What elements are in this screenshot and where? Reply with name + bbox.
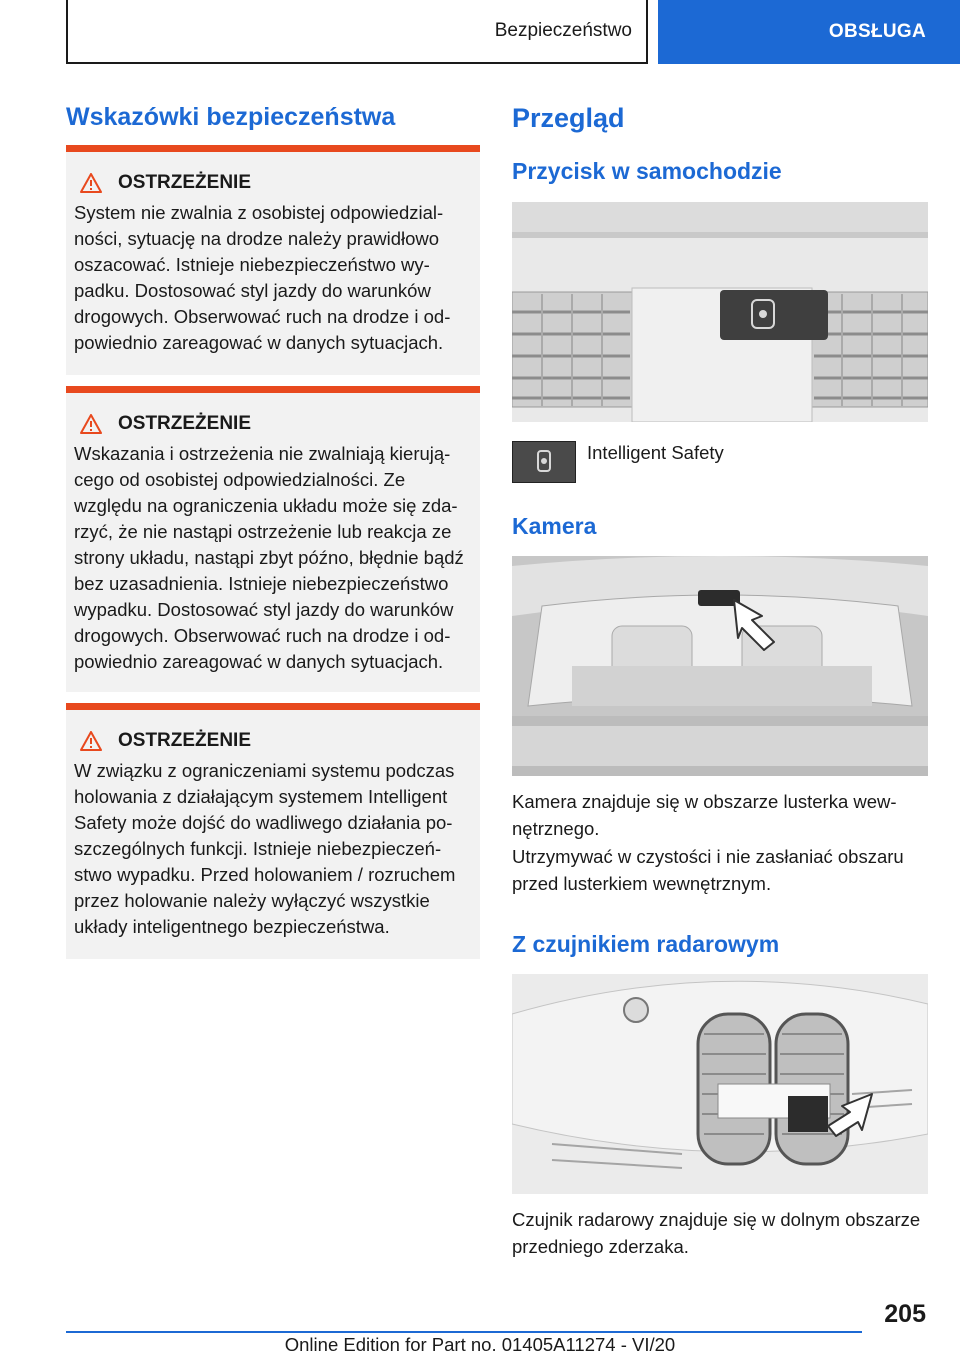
header-section-tab	[66, 0, 648, 64]
subsection-title-radar: Z czujnikiem radarowym	[512, 931, 780, 957]
button-label: Intelligent Safety	[587, 442, 724, 463]
warning-box	[66, 386, 480, 692]
camera-text-2: Utrzymywać w czystości i nie zasłaniać obszaru przed lusterkiem wewnętrznym.	[512, 846, 904, 894]
intelligent-safety-button-icon	[512, 441, 576, 483]
warning-title-text: OSTRZEŻENIE	[118, 730, 252, 751]
section-title-safety: Wskazówki bezpieczeństwa	[66, 103, 396, 131]
warning-text: W związku z ograniczeniami systemu podczas holowania z działającym systemem Intelligent Safety może dojść do wadliwego działania po- szczególnych funkcji. Istnieje niebezpieczeń- stwo wypadku. Przed holowaniem / rozruchem przez holowanie należy wyłączyć wszystkie układy inteligentnego bezpieczeństwa.	[74, 760, 456, 937]
section-title-overview: Przegląd	[512, 103, 625, 133]
warning-triangle-icon	[80, 731, 102, 751]
subsection-title-camera: Kamera	[512, 513, 597, 539]
radar-text: Czujnik radarowy znajduje się w dolnym obszarze przedniego zderzaka.	[512, 1209, 921, 1257]
warning-title	[74, 172, 470, 194]
warning-text: System nie zwalnia z osobistej odpowiedzial- ności, sytuację na drodze należy prawidłowo oszacować. Istnieje niebezpieczeństwo wy- padku. Dostosować styl jazdy do warunków drogowych. Obserwować ruch na drodze i od- powiednio zareagować w danych sytuacjach.	[74, 202, 451, 353]
radar-figure	[512, 974, 928, 1194]
warning-title-text: OSTRZEŻENIE	[118, 413, 252, 434]
warning-triangle-icon	[80, 414, 102, 434]
warning-box	[66, 703, 480, 959]
header-chapter-badge	[658, 0, 960, 64]
header-section-label: Bezpieczeństwo	[494, 20, 632, 41]
header-chapter-label: OBSŁUGA	[828, 21, 926, 42]
footer-divider	[66, 1331, 862, 1333]
warning-text: Wskazania i ostrzeżenia nie zwalniają kierują- cego od osobistej odpowiedzialności. Ze względu na ograniczenia układu może się zda- rzyć, że nie nastąpi ostrzeżenie lub reakcja ze strony układu, nastąpi zbyt późno, błędnie bądź bez uzasadnienia. Istnieje niebezpieczeństwo wypadku. Dostosować styl jazdy do warunków drogowych. Obserwować ruch na drodze i od- powiednio zareagować w danych sytuacjach.	[74, 443, 464, 672]
warning-title	[74, 413, 470, 435]
warning-title	[74, 730, 470, 752]
page-number: 205	[884, 1300, 926, 1328]
dashboard-button-figure	[512, 202, 928, 422]
warning-triangle-icon	[80, 173, 102, 193]
warning-box	[66, 145, 480, 375]
subsection-title-button: Przycisk w samochodzie	[512, 158, 782, 184]
camera-text-1: Kamera znajduje się w obszarze lusterka wew- nętrznego.	[512, 791, 897, 839]
camera-figure	[512, 556, 928, 776]
footer-edition: Online Edition for Part no. 01405A11274 - VI/20	[284, 1334, 676, 1355]
warning-title-text: OSTRZEŻENIE	[118, 172, 252, 193]
